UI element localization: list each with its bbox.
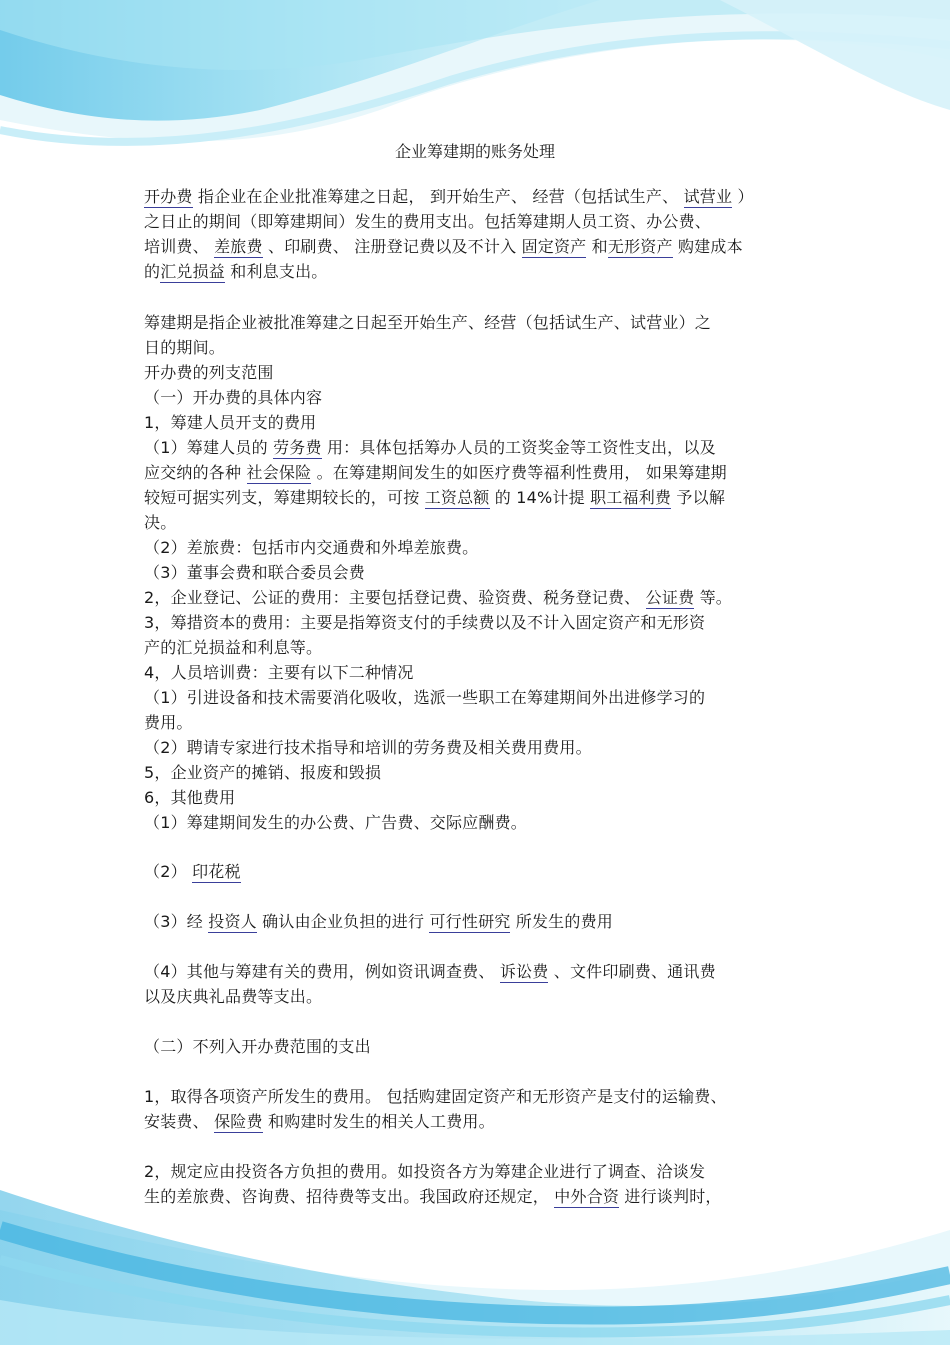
text-segment: 和 (586, 237, 608, 256)
text-segment: 6，其他费用 (144, 788, 236, 807)
text-segment: 所发生的费用 (510, 912, 613, 931)
term-link[interactable]: 中外合资 (554, 1187, 620, 1206)
text-segment: （2）差旅费：包括市内交通费和外埠差旅费。 (144, 538, 479, 557)
text-segment: 开办费的列支范围 (144, 363, 274, 382)
text-line (144, 1036, 371, 1058)
text-segment: 应交纳的各种 (144, 463, 247, 482)
text-segment: 日的期间。 (144, 338, 226, 357)
text-segment: 1，取得各项资产所发生的费用。 包括购建固定资产和无形资产是支付的运输费、 (144, 1087, 727, 1106)
text-segment: 指企业在企业批准筹建之日起， 到开始生产、 经营（包括试生产、 (192, 187, 684, 206)
text-segment: 、文件印刷费、通讯费 (548, 962, 716, 981)
text-segment: 2，企业登记、公证的费用：主要包括登记费、验资费、税务登记费、 (144, 588, 646, 607)
text-segment: 予以解 (671, 488, 726, 507)
text-line (144, 387, 322, 409)
text-line (144, 312, 711, 334)
document-title: 企业筹建期的账务处理 (394, 142, 555, 161)
text-line (144, 612, 705, 634)
text-segment: 等。 (694, 588, 732, 607)
term-link[interactable]: 诉讼费 (499, 962, 549, 981)
term-link[interactable]: 固定资产 (521, 237, 587, 256)
text-segment: 产的汇兑损益和利息等。 (144, 638, 323, 657)
text-line (144, 437, 716, 459)
text-segment: 费用。 (144, 713, 193, 732)
text-line (144, 1111, 495, 1133)
text-segment: （1）引进设备和技术需要消化吸收，选派一些职工在筹建期间外出进修学习的 (144, 688, 706, 707)
text-segment: 筹建期是指企业被批准筹建之日起至开始生产、经营（包括试生产、试营业）之 (144, 313, 712, 332)
text-segment: 2，规定应由投资各方负担的费用。如投资各方为筹建企业进行了调查、洽谈发 (144, 1162, 706, 1181)
text-line (144, 261, 328, 283)
text-line (144, 211, 711, 233)
text-line (144, 487, 725, 509)
text-line (144, 861, 241, 883)
text-line (144, 337, 225, 359)
term-link[interactable]: 无形资产 (607, 237, 673, 256)
text-segment: （2） (144, 862, 193, 881)
term-link[interactable]: 试营业 (683, 187, 733, 206)
text-line (144, 512, 176, 534)
text-line (144, 186, 754, 208)
term-link[interactable]: 劳务费 (273, 438, 322, 457)
text-line (144, 812, 527, 834)
text-segment: （二）不列入开办费范围的支出 (144, 1037, 371, 1056)
text-segment: 。在筹建期间发生的如医疗费等福利性费用， 如果筹建期 (311, 463, 727, 482)
text-segment: （3）经 (144, 912, 209, 931)
text-segment: 用：具体包括筹办人员的工资奖金等工资性支出，以及 (321, 438, 716, 457)
text-line (144, 1186, 722, 1208)
term-link[interactable]: 开办费 (144, 187, 193, 206)
text-segment: （1）筹建人员的 (144, 438, 274, 457)
text-segment: ） (732, 187, 754, 206)
text-line (144, 562, 365, 584)
text-line (144, 462, 727, 484)
term-link[interactable]: 保险费 (214, 1112, 263, 1131)
text-line (144, 1086, 727, 1108)
text-segment: 和购建时发生的相关人工费用。 (262, 1112, 495, 1131)
text-segment: 安装费、 (144, 1112, 215, 1131)
text-segment: 决。 (144, 513, 177, 532)
text-line (144, 662, 414, 684)
text-segment: 1，筹建人员开支的费用 (144, 413, 317, 432)
term-link[interactable]: 投资人 (208, 912, 257, 931)
text-segment: 5，企业资产的摊销、报废和毁损 (144, 763, 382, 782)
term-link[interactable]: 印花税 (192, 862, 241, 881)
term-link[interactable]: 可行性研究 (429, 912, 511, 931)
text-segment: 生的差旅费、咨询费、招待费等支出。我国政府还规定， (144, 1187, 555, 1206)
text-segment: （1）筹建期间发生的办公费、广告费、交际应酬费。 (144, 813, 527, 832)
text-segment: （一）开办费的具体内容 (144, 388, 323, 407)
text-line (144, 1161, 705, 1183)
term-link[interactable]: 差旅费 (214, 237, 263, 256)
text-segment: 之日止的期间（即筹建期间）发生的费用支出。包括筹建期人员工资、办公费、 (144, 212, 712, 231)
text-line (144, 587, 732, 609)
text-line (144, 712, 193, 734)
text-segment: 确认由企业负担的进行 (256, 912, 430, 931)
term-link[interactable]: 职工福利费 (590, 488, 672, 507)
text-segment: 、印刷费、 注册登记费以及不计入 (262, 237, 522, 256)
text-line (144, 762, 381, 784)
text-line (144, 737, 592, 759)
text-segment: 较短可据实列支，筹建期较长的，可按 (144, 488, 425, 507)
term-link[interactable]: 社会保险 (246, 463, 312, 482)
text-segment: 和利息支出。 (225, 262, 328, 281)
text-line (144, 687, 705, 709)
text-segment: 的 14%计提 (489, 488, 591, 507)
term-link[interactable]: 工资总额 (424, 488, 490, 507)
text-line (144, 787, 235, 809)
text-segment: 的 (144, 262, 161, 281)
text-segment: 购建成本 (672, 237, 743, 256)
text-segment: （4）其他与筹建有关的费用，例如资讯调查费、 (144, 962, 500, 981)
text-segment: （3）董事会费和联合委员会费 (144, 563, 365, 582)
text-segment: 进行谈判时， (619, 1187, 722, 1206)
text-segment: 以及庆典礼品费等支出。 (144, 987, 323, 1006)
text-line (144, 412, 316, 434)
text-line (144, 537, 478, 559)
text-line (144, 986, 322, 1008)
term-link[interactable]: 公证费 (645, 588, 695, 607)
text-segment: 3，筹措资本的费用：主要是指筹资支付的手续费以及不计入固定资产和无形资 (144, 613, 706, 632)
text-line (144, 236, 743, 258)
text-segment: 4，人员培训费：主要有以下二种情况 (144, 663, 414, 682)
term-link[interactable]: 汇兑损益 (160, 262, 226, 281)
text-line (144, 362, 274, 384)
text-line (144, 637, 322, 659)
text-line (144, 961, 716, 983)
text-segment: 培训费、 (144, 237, 215, 256)
text-segment: （2）聘请专家进行技术指导和培训的劳务费及相关费用费用。 (144, 738, 592, 757)
text-line (144, 911, 613, 933)
